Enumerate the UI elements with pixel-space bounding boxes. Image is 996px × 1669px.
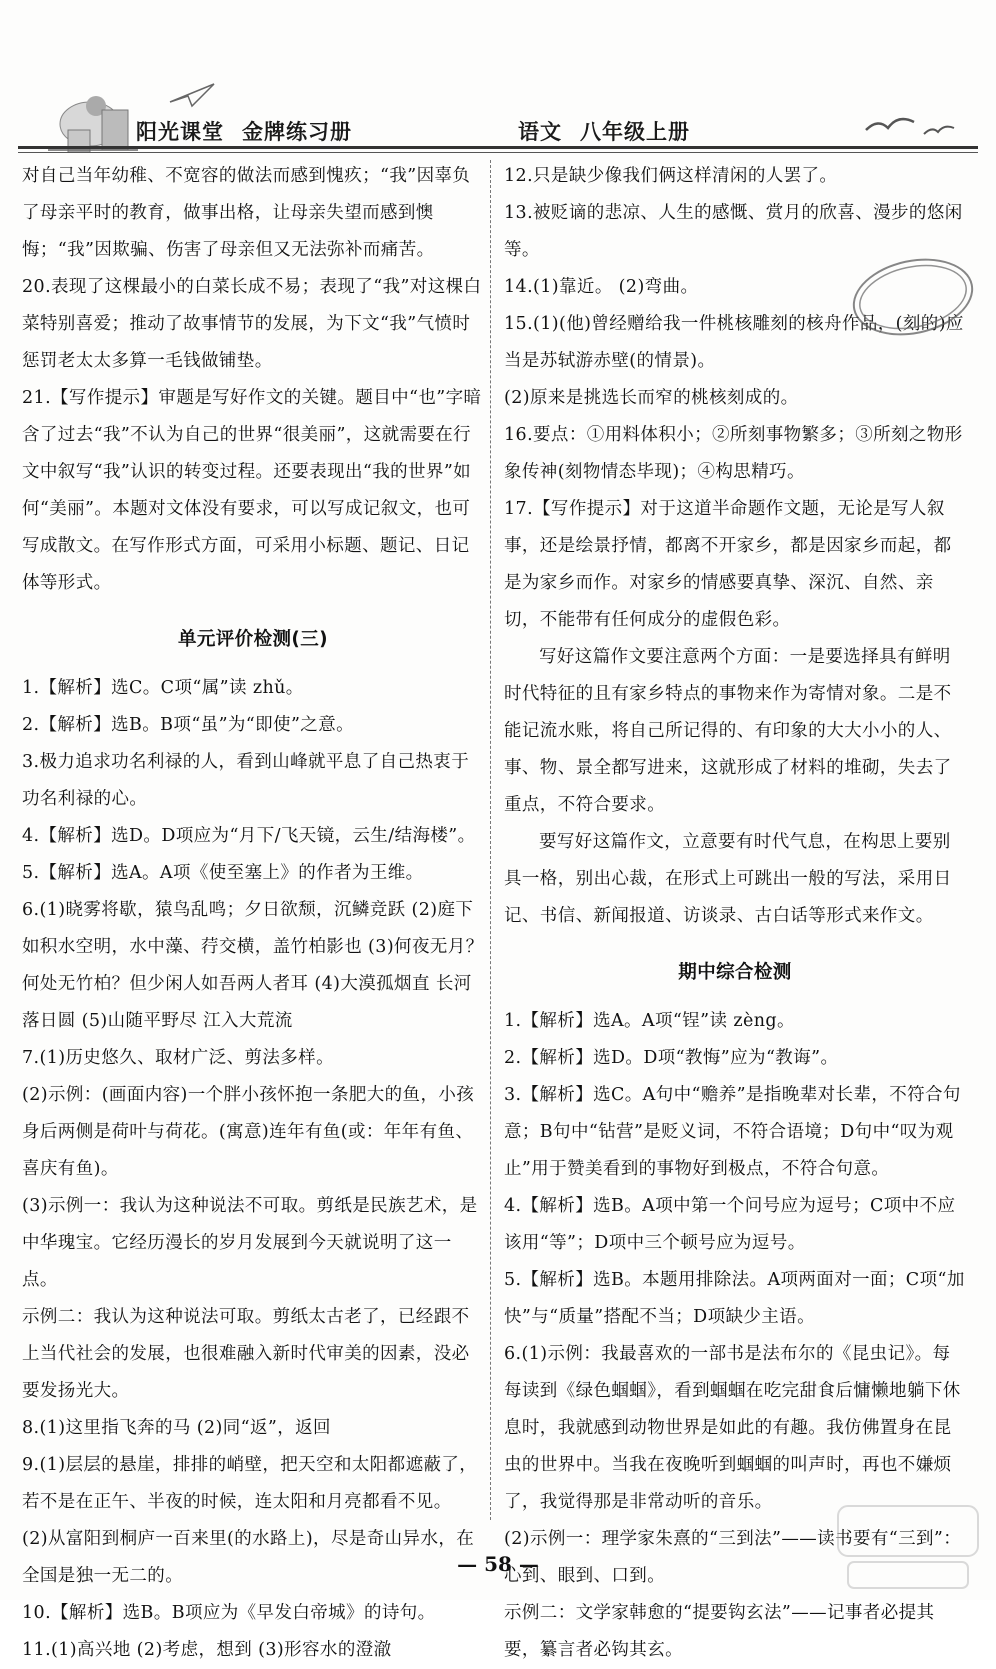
answer-continuation: (2)原来是挑选长而窄的桃核刻成的。 xyxy=(504,388,799,408)
header-illustration-icon xyxy=(38,80,148,156)
answer-item: 12.只是缺少像我们俩这样清闲的人罢了。 xyxy=(504,166,838,186)
answer-item: 3.【解析】选C。A句中“赡养”是指晚辈对长辈，不符合句意；B句中“钻营”是贬义词，不符合语境；D句中“叹为观止”用于赞美看到的事物好到极点，不符合句意。 xyxy=(504,1085,961,1179)
answer-item: 13.被贬谪的悲凉、人生的感慨、赏月的欣喜、漫步的悠闲等。 xyxy=(504,203,963,260)
answer-item: 1.【解析】选C。C项“属”读 zhǔ。 xyxy=(22,678,304,698)
answer-item: 5.【解析】选B。本题用排除法。A项两面对一面；C项“加快”与“质量”搭配不当；D项缺少主语。 xyxy=(504,1270,965,1327)
column-divider xyxy=(490,160,491,1520)
answer-continuation: (2)示例：(画面内容)一个胖小孩怀抱一条肥大的鱼，小孩身后两侧是荷叶与荷花。(寓意)连年有鱼(或：年年有鱼、喜庆有鱼)。 xyxy=(22,1085,475,1179)
answer-item: 6.(1)晓雾将歇，猿鸟乱鸣；夕日欲颓，沉鳞竞跃 (2)庭下如积水空明，水中藻、荇交横，盖竹柏影也 (3)何夜无月？何处无竹柏？但少闲人如吾两人者耳 (4)大漠孤烟直 长河落日圆 (5)山随平野尽 江入大荒流 xyxy=(22,900,484,1031)
answer-item: 8.(1)这里指飞奔的马 (2)同“返”，返回 xyxy=(22,1418,331,1438)
answer-item: 11.(1)高兴地 (2)考虑，想到 (3)形容水的澄澈 xyxy=(22,1640,392,1660)
header-subject-title: 语文 八年级上册 xyxy=(518,120,690,144)
section-title: 单元评价检测(三) xyxy=(177,629,328,650)
answer-item: 14.(1)靠近。 (2)弯曲。 xyxy=(504,277,699,297)
answer-continuation: (2)从富阳到桐庐一百来里(的水路上)，尽是奇山异水，在全国是独一无二的。 xyxy=(22,1529,475,1586)
answer-item: 3.极力追求功名利禄的人，看到山峰就平息了自己热衷于功名利禄的心。 xyxy=(22,752,470,809)
section-title: 期中综合检测 xyxy=(678,962,792,983)
answer-item: 10.【解析】选B。B项应为《早发白帝城》的诗句。 xyxy=(22,1603,436,1623)
answer-continuation: 示例二：我认为这种说法可取。剪纸太古老了，已经跟不上当代社会的发展，也很难融入新时代审美的因素，没必要发扬光大。 xyxy=(22,1307,470,1401)
header-rule-thin xyxy=(18,152,978,153)
answer-paragraph: 写好这篇作文要注意两个方面：一是要选择具有鲜明时代特征的且有家乡特点的事物来作为寄情对象。二是不能记流水账，将自己所记得的、有印象的大大小小的人、事、物、景全都写进来，这就形成了材料的堆砌，失去了重点，不符合要求。 xyxy=(504,647,952,815)
answer-item: 5.【解析】选A。A项《使至塞上》的作者为王维。 xyxy=(22,863,424,883)
header-series-title: 阳光课堂 金牌练习册 xyxy=(136,120,352,144)
answer-item: 1.【解析】选A。A项“锃”读 zèng。 xyxy=(504,1011,795,1031)
answer-item: 15.(1)(他)曾经赠给我一件桃核雕刻的核舟作品，(刻的)应当是苏轼游赤壁(的情景)。 xyxy=(504,314,964,371)
answer-item: 9.(1)层层的悬崖，排排的峭壁，把天空和太阳都遮蔽了，若不是在正午、半夜的时候，连太阳和月亮都看不见。 xyxy=(22,1455,478,1512)
flying-birds-icon xyxy=(858,100,968,150)
answer-item: 16.要点：①用料体积小；②所刻事物繁多；③所刻之物形象传神(刻物情态毕现)；④构思精巧。 xyxy=(504,425,963,482)
answer-item: 20.表现了这棵最小的白菜长成不易；表现了“我”对这棵白菜特别喜爱；推动了故事情节的发展，为下文“我”气愤时惩罚老太太多算一毛钱做铺垫。 xyxy=(22,277,482,371)
answer-item: 4.【解析】选B。A项中第一个问号应为逗号；C项中不应该用“等”；D项中三个顿号应为逗号。 xyxy=(504,1196,956,1253)
answer-paragraph: 要写好这篇作文，立意要有时代气息，在构思上要别具一格，别出心裁，在形式上可跳出一般的写法，采用日记、书信、新闻报道、访谈录、古白话等形式来作文。 xyxy=(504,832,952,926)
answer-item: 2.【解析】选D。D项“教悔”应为“教诲”。 xyxy=(504,1048,839,1068)
answer-continuation: 示例二：文学家韩愈的“提要钩玄法”——记事者必提其要，纂言者必钩其玄。 xyxy=(504,1603,935,1660)
right-column xyxy=(504,158,966,1669)
answer-item: 6.(1)示例：我最喜欢的一部书是法布尔的《昆虫记》。每每读到《绿色蝈蝈》，看到蝈蝈在吃完甜食后慵懒地躺下休息时，我就感到动物世界是如此的有趣。我仿佛置身在昆虫的世界中。当我在夜晚听到蝈蝈的叫声时，再也不嫌烦了，我觉得那是非常动听的音乐。 xyxy=(504,1344,961,1512)
answer-continuation: 对自己当年幼稚、不宽容的做法而感到愧疚；“我”因辜负了母亲平时的教育，做事出格，让母亲失望而感到懊悔；“我”因欺骗、伤害了母亲但又无法弥补而痛苦。 xyxy=(22,166,471,260)
left-column xyxy=(22,158,484,1669)
answer-continuation: (3)示例一：我认为这种说法不可取。剪纸是民族艺术，是中华瑰宝。它经历漫长的岁月发展到今天就说明了这一点。 xyxy=(22,1196,478,1290)
answer-item: 2.【解析】选B。B项“虽”为“即使”之意。 xyxy=(22,715,355,735)
answer-item: 21.【写作提示】审题是写好作文的关键。题目中“也”字暗含了过去“我”不认为自己的世界“很美丽”，这就需要在行文中叙写“我”认识的转变过程。还要表现出“我的世界”如何“美丽”。本题对文体没有要求，可以写成记叙文，也可写成散文。在写作形式方面，可采用小标题、题记、日记体等形式。 xyxy=(22,388,482,593)
site-watermark-logo-icon xyxy=(828,1496,988,1596)
answer-item: 17.【写作提示】对于这道半命题作文题，无论是写人叙事，还是绘景抒情，都离不开家乡，都是因家乡而起，都是为家乡而作。对家乡的情感要真挚、深沉、自然、亲切，不能带有任何成分的虚假色彩。 xyxy=(504,499,952,630)
answer-continuation: (2)示例一：理学家朱熹的“三到法”——读书要有“三到”：心到、眼到、口到。 xyxy=(504,1529,962,1586)
answer-item: 7.(1)历史悠久、取材广泛、剪法多样。 xyxy=(22,1048,334,1068)
header-rule xyxy=(18,146,978,149)
answer-item: 4.【解析】选D。D项应为“月下/飞天镜，云生/结海楼”。 xyxy=(22,826,476,846)
paper-plane-icon xyxy=(168,80,218,110)
page-number: — 58 — xyxy=(457,1552,539,1576)
